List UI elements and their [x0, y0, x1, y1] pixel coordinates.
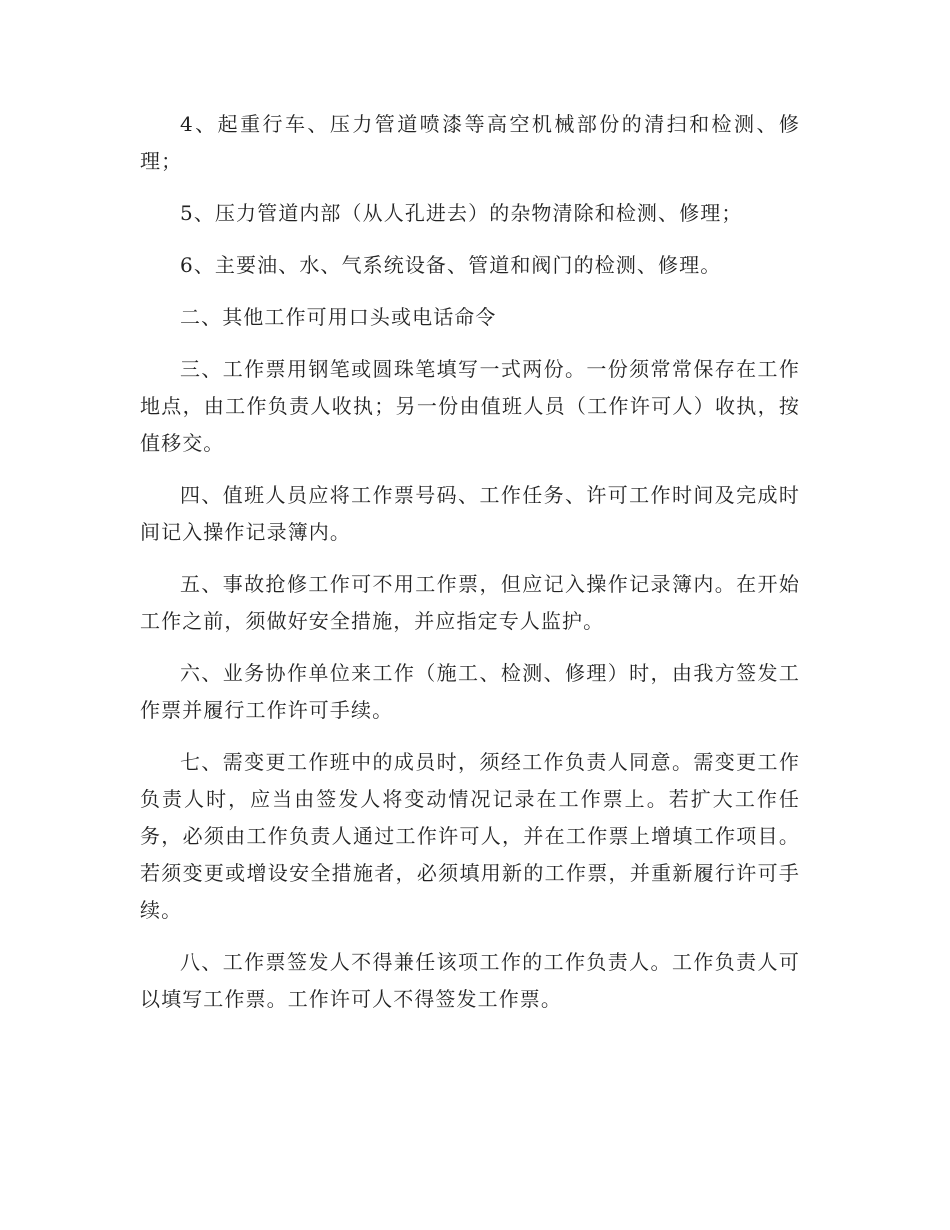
paragraph-section-6: 六、业务协作单位来工作（施工、检测、修理）时，由我方签发工作票并履行工作许可手续。 [140, 661, 800, 722]
paragraph-section-8: 八、工作票签发人不得兼任该项工作的工作负责人。工作负责人可以填写工作票。工作许可人不得签发工作票。 [140, 950, 800, 1011]
document-body [140, 106, 800, 1033]
paragraph-section-4: 四、值班人员应将工作票号码、工作任务、许可工作时间及完成时间记入操作记录簿内。 [140, 483, 800, 544]
paragraph-section-3: 三、工作票用钢笔或圆珠笔填写一式两份。一份须常常保存在工作地点，由工作负责人收执；另一份由值班人员（工作许可人）收执，按值移交。 [140, 357, 800, 455]
paragraph-section-7: 七、需变更工作班中的成员时，须经工作负责人同意。需变更工作负责人时，应当由签发人将变动情况记录在工作票上。若扩大工作任务，必须由工作负责人通过工作许可人，并在工作票上增填工作项目。若须变更或增设安全措施者，必须填用新的工作票，并重新履行许可手续。 [140, 750, 800, 922]
paragraph-item-6: 6、主要油、水、气系统设备、管道和阀门的检测、修理。 [180, 253, 722, 277]
paragraph-section-2: 二、其他工作可用口头或电话命令 [180, 305, 497, 329]
paragraph-item-5: 5、压力管道内部（从人孔进去）的杂物清除和检测、修理； [180, 201, 743, 225]
paragraph-item-4: 4、起重行车、压力管道喷漆等高空机械部份的清扫和检测、修理； [140, 112, 800, 173]
paragraph-section-5: 五、事故抢修工作可不用工作票，但应记入操作记录簿内。在开始工作之前，须做好安全措施，并应指定专人监护。 [140, 572, 800, 633]
